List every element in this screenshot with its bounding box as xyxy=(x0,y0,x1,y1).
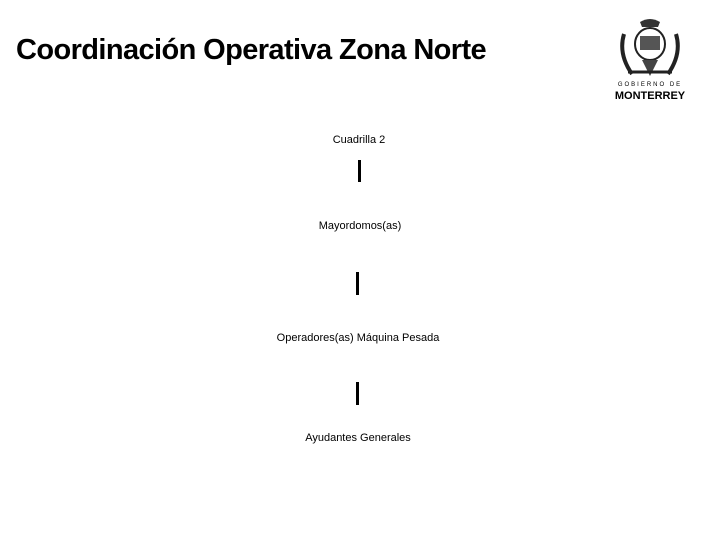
logo-text-monterrey: MONTERREY xyxy=(614,90,686,102)
logo-text-gobierno: GOBIERNO DE xyxy=(617,82,683,88)
org-node-ayudantes: Ayudantes Generales xyxy=(305,432,411,444)
org-node-operadores: Operadores(as) Máquina Pesada xyxy=(276,332,440,344)
org-node-mayordomos: Mayordomos(as) xyxy=(318,220,402,232)
connector-line xyxy=(356,382,359,405)
page-title: Coordinación Operativa Zona Norte xyxy=(16,34,487,66)
coat-of-arms-icon xyxy=(610,16,690,80)
gobierno-monterrey-logo xyxy=(610,16,690,106)
org-node-cuadrilla: Cuadrilla 2 xyxy=(332,134,386,146)
connector-line xyxy=(358,160,361,182)
connector-line xyxy=(356,272,359,295)
